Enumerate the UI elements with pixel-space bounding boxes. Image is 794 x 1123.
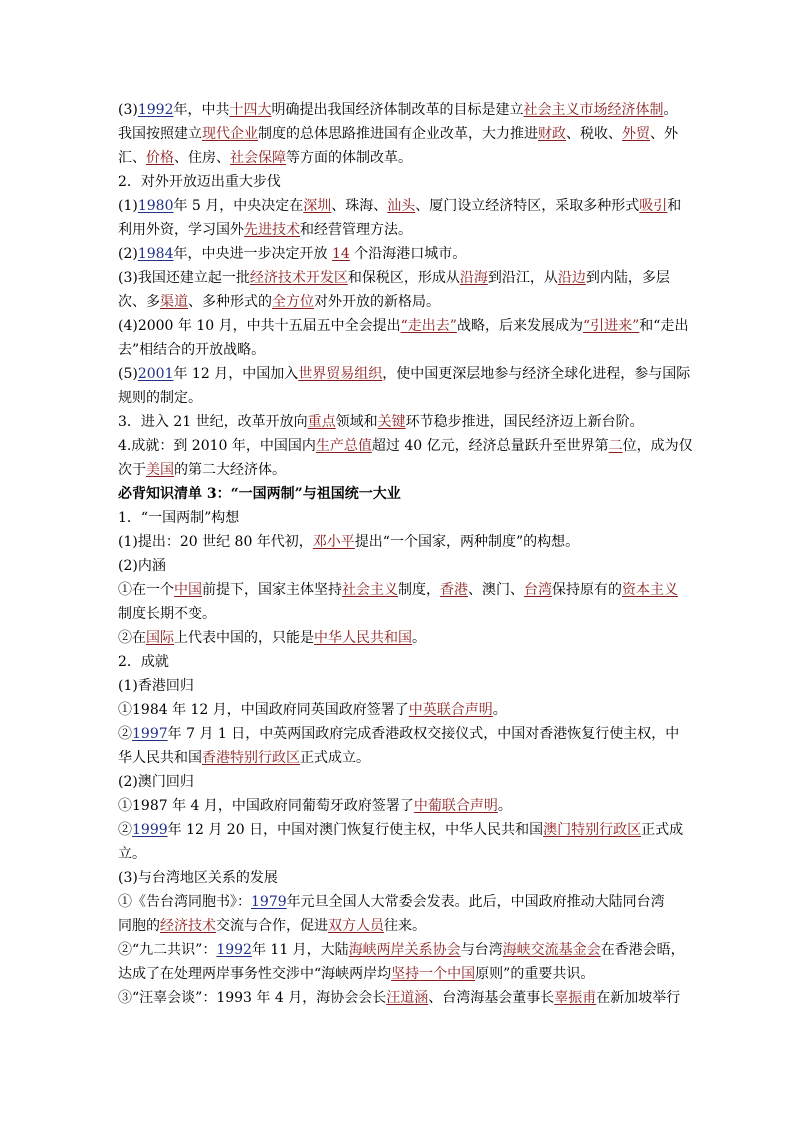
text-fragment: 华人民共和国 [118, 750, 202, 766]
underlined-answer: 1992 [137, 102, 174, 118]
text-fragment: (2)内涵 [118, 558, 166, 574]
text-fragment: 个沿海港口城市。 [349, 246, 467, 262]
text-fragment: ，使中国更深层地参与经济全球化进程，参与国际 [382, 366, 691, 382]
underlined-answer: 1992 [216, 942, 252, 958]
underlined-answer: 汪道涵 [386, 990, 429, 1006]
underlined-answer: 社会主义 [342, 582, 398, 598]
text-fragment: 利用外资，学习国外 [118, 222, 244, 238]
underlined-answer: 全方位 [272, 294, 314, 310]
text-line [118, 146, 684, 170]
text-fragment: 年元旦全国人大常委会发表。此后，中国政府推动大陆同台湾 [286, 894, 665, 910]
underlined-answer: 社会保障 [230, 150, 286, 166]
text-fragment: 交流与合作，促进 [216, 918, 328, 934]
text-line [118, 818, 684, 842]
text-line [118, 170, 684, 194]
text-line [118, 242, 684, 266]
text-fragment: 和 [667, 198, 682, 214]
text-fragment: 提出“一个国家，两种制度”的构想。 [354, 534, 580, 550]
underlined-answer: 经济技术开发区 [249, 270, 348, 286]
text-fragment: (1)提出：20 世纪 80 年代初， [118, 534, 313, 550]
underlined-answer: 社会主义市场经济体制 [523, 102, 664, 118]
text-fragment: ③“汪辜会谈”：1993 年 4 月，海协会会长 [118, 990, 387, 1006]
text-fragment: 对外开放的新格局。 [314, 294, 440, 310]
text-fragment: 制度， [398, 582, 440, 598]
text-line [118, 434, 693, 458]
text-fragment: 正式成立。 [300, 750, 370, 766]
text-fragment: 同胞的 [118, 918, 160, 934]
underlined-answer: 吸引 [639, 198, 668, 214]
text-fragment: 3．进入 21 世纪，改革开放向 [118, 414, 308, 430]
text-fragment: (2)澳门回归 [118, 774, 194, 790]
text-fragment: 、澳门、 [468, 582, 524, 598]
text-fragment: 到内陆，多层 [585, 270, 670, 286]
text-fragment: 年 12 月 20 日，中国对澳门恢复行使主权，中华人民共和国 [167, 822, 544, 838]
text-fragment: 1．“一国两制”构想 [118, 510, 240, 526]
underlined-answer: 台湾 [524, 582, 552, 598]
underlined-answer: 重点 [307, 414, 336, 430]
text-line [118, 698, 684, 722]
underlined-answer: 澳门特别行政区 [543, 822, 642, 838]
underlined-answer: 14 [331, 246, 350, 262]
underlined-answer: 沿边 [557, 270, 586, 286]
underlined-answer: 世界贸易组织 [298, 366, 383, 382]
text-fragment: 、外 [650, 126, 678, 142]
underlined-answer: 资本主义 [622, 582, 678, 598]
text-fragment: 制度长期不变。 [118, 606, 216, 622]
underlined-answer: 1999 [132, 822, 168, 838]
text-line [118, 890, 684, 914]
text-fragment: 领域和 [335, 414, 378, 430]
text-fragment: 在香港会晤， [600, 942, 685, 958]
text-line [118, 98, 684, 122]
text-fragment: 到沿江，从 [487, 270, 558, 286]
text-line [118, 938, 684, 962]
text-fragment: 年，中央进一步决定开放 [173, 246, 332, 262]
text-fragment: 、住房、 [174, 150, 230, 166]
text-fragment: 。 [492, 702, 507, 718]
text-fragment: 超过 40 亿元，经济总量跃升至世界第 [371, 438, 609, 454]
underlined-answer: 1984 [137, 246, 174, 262]
text-fragment: (4)2000 年 10 月，中共十五届五中全会提出 [118, 318, 401, 334]
text-line [118, 746, 684, 770]
underlined-answer: 国际 [146, 630, 174, 646]
underlined-answer: 关键 [377, 414, 406, 430]
text-line [118, 290, 684, 314]
text-line [118, 194, 684, 218]
text-fragment: 、多种形式的 [188, 294, 272, 310]
text-line [118, 842, 684, 866]
text-line [118, 554, 684, 578]
text-fragment: 明确提出我国经济体制改革的目标是建立 [271, 102, 524, 118]
underlined-answer: 经济技术 [160, 918, 216, 934]
text-fragment: 正式成 [641, 822, 684, 838]
text-fragment: 年 12 月，中国加入 [173, 366, 299, 382]
underlined-answer: 坚持 [391, 966, 420, 982]
text-fragment: ②“九二共识”： [118, 942, 217, 958]
text-line [118, 722, 684, 746]
text-fragment: 立。 [118, 846, 146, 862]
text-fragment: 去”相结合的开放战略。 [118, 342, 266, 358]
text-fragment: 原则”的重要共识。 [475, 966, 595, 982]
underlined-answer: 香港特别行政区 [202, 750, 300, 766]
underlined-answer: 一个中国 [419, 966, 476, 982]
text-line [118, 866, 684, 890]
text-line [118, 266, 684, 290]
underlined-answer: 1979 [251, 894, 287, 910]
text-fragment: 我国按照建立 [118, 126, 202, 142]
text-line [118, 794, 684, 818]
text-fragment: 年 5 月，中央决定在 [173, 198, 304, 214]
text-fragment: ①在一个 [118, 582, 174, 598]
underlined-answer: 渠道 [160, 294, 188, 310]
text-line [118, 674, 684, 698]
text-fragment: 达成了在处理两岸事务性交涉中“海峡两岸均 [118, 966, 392, 982]
text-fragment: 规则的制定。 [118, 390, 202, 406]
underlined-answer: 先进技术 [244, 222, 300, 238]
text-fragment: 次、多 [118, 294, 160, 310]
underlined-answer: 二 [608, 438, 623, 454]
text-fragment: ①1984 年 12 月，中国政府同英国政府签署了 [118, 702, 409, 718]
text-fragment: 。 [497, 798, 512, 814]
underlined-answer: 中华人民共和国 [314, 630, 412, 646]
text-fragment: 保持原有的 [552, 582, 622, 598]
text-line [118, 506, 684, 530]
underlined-answer: 沿海 [459, 270, 488, 286]
text-line [118, 386, 684, 410]
text-fragment: ②在 [118, 630, 146, 646]
text-fragment: 2．成就 [118, 654, 169, 670]
underlined-answer: 香港 [440, 582, 468, 598]
text-line [118, 578, 684, 602]
document-page [118, 98, 693, 1010]
text-line [118, 986, 684, 1010]
underlined-answer: 2001 [137, 366, 174, 382]
underlined-answer: 中葡联合声明 [413, 798, 498, 814]
text-fragment: 制度的总体思路推进国有企业改革，大力推进 [258, 126, 538, 142]
underlined-answer: 1980 [137, 198, 174, 214]
underlined-answer: 中国 [174, 582, 202, 598]
text-line [118, 338, 684, 362]
text-fragment: (5) [118, 366, 138, 382]
underlined-answer: 财政 [538, 126, 566, 142]
text-fragment: 、珠海、 [331, 198, 388, 214]
text-fragment: 往来。 [384, 918, 426, 934]
underlined-answer: 汕头 [387, 198, 416, 214]
text-line [118, 602, 684, 626]
text-fragment: 的第二大经济体。 [174, 462, 286, 478]
text-fragment: 和“走出 [639, 318, 689, 334]
underlined-answer: 邓小平 [312, 534, 355, 550]
underlined-answer: 美国 [146, 462, 174, 478]
text-fragment: (3)与台湾地区关系的发展 [118, 870, 278, 886]
text-line [118, 314, 689, 338]
underlined-answer: 价格 [146, 150, 174, 166]
underlined-answer: 双方人员 [328, 918, 384, 934]
text-fragment: 在新加坡举行 [596, 990, 681, 1006]
text-fragment: 4.成就：到 2010 年，中国国内 [118, 438, 316, 454]
underlined-answer: 深圳 [303, 198, 332, 214]
text-line [118, 362, 691, 386]
underlined-answer: 1997 [132, 726, 168, 742]
text-fragment: (3)我国还建立起一批 [118, 270, 250, 286]
text-line [118, 410, 684, 434]
text-fragment: ①1987 年 4 月，中国政府同葡萄牙政府签署了 [118, 798, 414, 814]
text-fragment: 。 [663, 102, 678, 118]
underlined-answer: “走出去” [400, 318, 457, 334]
text-fragment: 汇、 [118, 150, 146, 166]
text-line [118, 530, 684, 554]
underlined-answer: 海峡两岸关系协会 [348, 942, 461, 958]
text-fragment: (1) [118, 198, 138, 214]
underlined-answer: 生产总值 [315, 438, 372, 454]
underlined-answer: 中英联合声明 [408, 702, 493, 718]
text-fragment: ①《告台湾同胞书》： [118, 894, 251, 910]
text-fragment: 环节稳步推进，国民经济迈上新台阶。 [405, 414, 644, 430]
section-heading [118, 482, 684, 506]
text-line [118, 626, 684, 650]
text-line [118, 914, 684, 938]
underlined-answer: 现代企业 [202, 126, 258, 142]
text-fragment: 位，成为仅 [622, 438, 693, 454]
text-fragment: 和保税区，形成从 [347, 270, 460, 286]
text-fragment: 上代表中国的，只能是 [174, 630, 314, 646]
text-fragment: (3) [118, 102, 138, 118]
text-fragment: 、税收、 [566, 126, 622, 142]
text-fragment: 、厦门设立经济特区，采取多种形式 [415, 198, 640, 214]
text-fragment: 战略，后来发展成为 [456, 318, 583, 334]
text-fragment: 和经营管理方法。 [300, 222, 412, 238]
text-fragment: 年，中共 [173, 102, 230, 118]
text-line [118, 458, 684, 482]
text-fragment: 年 11 月，大陆 [251, 942, 349, 958]
underlined-answer: 辜振甫 [554, 990, 597, 1006]
text-fragment: 前提下，国家主体坚持 [202, 582, 342, 598]
text-fragment: 2．对外开放迈出重大步伐 [118, 174, 281, 190]
text-line [118, 218, 684, 242]
text-fragment: 。 [412, 630, 426, 646]
text-fragment: (1)香港回归 [118, 678, 194, 694]
text-line [118, 962, 684, 986]
underlined-answer: “引进来” [582, 318, 640, 334]
text-fragment: ② [118, 822, 132, 838]
underlined-answer: 外贸 [622, 126, 650, 142]
text-line [118, 122, 684, 146]
text-fragment: 必背知识清单 3：“一国两制”与祖国统一大业 [118, 486, 401, 502]
text-fragment: 等方面的体制改革。 [286, 150, 412, 166]
text-fragment: 次于 [118, 462, 146, 478]
underlined-answer: 海峡交流基金会 [502, 942, 601, 958]
text-fragment: (2) [118, 246, 138, 262]
text-fragment: 与台湾 [460, 942, 503, 958]
underlined-answer: 十四大 [229, 102, 272, 118]
text-fragment: ② [118, 726, 132, 742]
text-line [118, 770, 684, 794]
text-fragment: 、台湾海基会董事长 [428, 990, 555, 1006]
text-line [118, 650, 684, 674]
text-fragment: 年 7 月 1 日，中英两国政府完成香港政权交接仪式，中国对香港恢复行使主权，中 [167, 726, 680, 742]
